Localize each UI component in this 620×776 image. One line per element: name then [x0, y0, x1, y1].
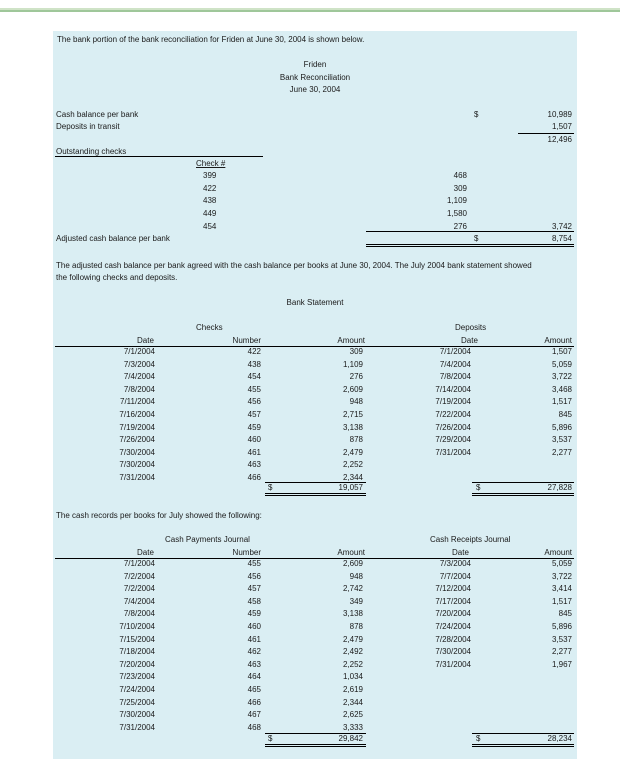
pay-date-cell: 7/20/2004	[119, 659, 155, 669]
pay-number-cell: 463	[247, 659, 261, 669]
rec-amount-cell: 845	[558, 609, 572, 619]
pay-date-cell: 7/25/2004	[119, 697, 155, 707]
check-amount-cell: 276	[349, 372, 363, 382]
check-number-cell: 463	[247, 460, 261, 470]
rec-amount-column	[530, 558, 572, 671]
check-number-cell: 460	[247, 435, 261, 445]
currency-symbol: $	[474, 110, 479, 119]
rec-amount-cell: 3,537	[551, 634, 572, 644]
pay-number-cell: 466	[247, 697, 261, 707]
rec-date-cell: 7/28/2004	[435, 634, 471, 644]
pay-date-header: Date	[137, 548, 154, 557]
balance-per-bank-value: 10,989	[547, 110, 572, 119]
adjusted-balance-label: Adjusted cash balance per bank	[56, 234, 170, 243]
pay-date-column	[100, 558, 155, 734]
oc-amount: 1,109	[446, 196, 467, 205]
currency-symbol: $	[474, 234, 479, 243]
pay-date-cell: 7/4/2004	[123, 596, 155, 606]
check-amount-cell: 2,479	[342, 447, 363, 457]
oc-amount: 276	[453, 222, 467, 231]
check-date-cell: 7/4/2004	[123, 372, 155, 382]
deposit-amount-cell: 5,059	[551, 359, 572, 369]
check-date-cell: 7/19/2004	[119, 422, 155, 432]
outstanding-checks-label: Outstanding checks	[56, 147, 127, 156]
deposits-total-double-rule	[472, 493, 574, 496]
rec-date-cell: 7/7/2004	[439, 571, 471, 581]
check-number-cell: 454	[247, 372, 261, 382]
adjusted-balance-value: 8,754	[551, 234, 572, 243]
check-amount-cell: 878	[349, 435, 363, 445]
currency-symbol: $	[268, 734, 273, 743]
balance-per-bank-label: Cash balance per bank	[56, 110, 139, 119]
check-amount-cell: 2,609	[342, 384, 363, 394]
rec-amount-cell: 3,414	[551, 584, 572, 594]
rec-amount-cell: 1,517	[551, 596, 572, 606]
check-number-cell: 456	[247, 397, 261, 407]
pay-amount-cell: 2,625	[342, 710, 363, 720]
check-date-cell: 7/30/2004	[119, 447, 155, 457]
subtotal-rule	[518, 133, 574, 134]
pay-number-cell: 457	[247, 584, 261, 594]
rec-date-cell: 7/17/2004	[435, 596, 471, 606]
pay-amount-cell: 2,619	[342, 684, 363, 694]
oc-amount: 468	[453, 171, 467, 180]
deposit-date-cell: 7/31/2004	[435, 447, 471, 457]
pay-number-column	[230, 558, 261, 734]
deposit-date-cell: 7/22/2004	[435, 409, 471, 419]
deposit-amount-column	[530, 346, 572, 459]
subtotal-value: 12,496	[547, 135, 572, 144]
check-amount-cell: 948	[349, 397, 363, 407]
check-date-cell: 7/30/2004	[119, 460, 155, 470]
adjusted-double-rule	[366, 244, 574, 247]
bank-statement-title: Bank Statement	[286, 298, 344, 307]
deposit-amount-cell: 1,507	[551, 347, 572, 356]
pay-date-cell: 7/1/2004	[123, 559, 155, 568]
outstanding-total: 3,742	[551, 222, 572, 231]
check-amount-cell: 1,109	[342, 359, 363, 369]
number-header: Number	[232, 336, 261, 345]
oc-number: 454	[203, 222, 217, 231]
deposits-label: Deposits	[455, 323, 487, 332]
rec-amount-cell: 2,277	[551, 647, 572, 657]
pay-amount-cell: 2,252	[342, 659, 363, 669]
currency-symbol: $	[476, 483, 481, 492]
pay-number-cell: 456	[247, 571, 261, 581]
amount-header: Amount	[337, 336, 365, 345]
check-date-cell: 7/1/2004	[123, 347, 155, 356]
check-amount-cell: 2,252	[342, 460, 363, 470]
deposit-date-cell: 7/19/2004	[435, 397, 471, 407]
rec-total-double-rule	[472, 744, 574, 747]
deposit-amount-cell: 845	[558, 409, 572, 419]
rec-amount-cell: 5,896	[551, 621, 572, 631]
books-intro: The cash records per books for July showed the following:	[56, 511, 262, 520]
currency-symbol: $	[476, 734, 481, 743]
pay-date-cell: 7/18/2004	[119, 647, 155, 657]
pay-date-cell: 7/15/2004	[119, 634, 155, 644]
pay-total-double-rule	[265, 744, 366, 747]
deposits-in-transit-value: 1,507	[551, 122, 572, 131]
pay-number-cell: 465	[247, 684, 261, 694]
pay-date-cell: 7/24/2004	[119, 684, 155, 694]
pay-amount-cell: 2,344	[342, 697, 363, 707]
check-date-column	[100, 346, 155, 485]
check-number-cell: 461	[247, 447, 261, 457]
pay-amount-cell: 1,034	[342, 672, 363, 682]
check-number-cell: 457	[247, 409, 261, 419]
pay-number-cell: 468	[247, 722, 261, 732]
date-header: Date	[137, 336, 154, 345]
intro-text: The bank portion of the bank reconciliation for Friden at June 30, 2004 is shown below.	[57, 35, 365, 44]
pay-date-cell: 7/31/2004	[119, 722, 155, 732]
oc-number: 399	[203, 171, 217, 180]
deposit-amount-cell: 3,722	[551, 372, 572, 382]
deposit-date-header: Date	[461, 336, 478, 345]
deposit-amount-header: Amount	[544, 336, 572, 345]
pay-number-cell: 461	[247, 634, 261, 644]
check-date-cell: 7/26/2004	[119, 435, 155, 445]
pay-number-cell: 458	[247, 596, 261, 606]
deposit-amount-cell: 5,896	[551, 422, 572, 432]
pay-date-cell: 7/8/2004	[123, 609, 155, 619]
deposit-amount-cell: 1,517	[551, 397, 572, 407]
check-amount-column	[325, 346, 363, 485]
pay-amount-cell: 2,742	[342, 584, 363, 594]
oc-amount: 309	[453, 184, 467, 193]
check-amount-cell: 3,138	[342, 422, 363, 432]
deposit-date-cell: 7/14/2004	[435, 384, 471, 394]
rec-date-cell: 7/3/2004	[439, 559, 471, 568]
deposit-date-cell: 7/26/2004	[435, 422, 471, 432]
pay-amount-cell: 878	[349, 621, 363, 631]
check-date-cell: 7/11/2004	[120, 397, 155, 407]
pay-total: 29,842	[338, 734, 363, 743]
checks-total-double-rule	[265, 493, 366, 496]
rec-date-cell: 7/20/2004	[435, 609, 471, 619]
deposit-amount-cell: 3,468	[551, 384, 572, 394]
pay-number-cell: 460	[247, 621, 261, 631]
cash-receipts-title: Cash Receipts Journal	[430, 535, 511, 544]
pay-number-cell: 455	[247, 559, 261, 568]
check-number-column	[230, 346, 261, 485]
oc-amount: 1,580	[446, 209, 467, 218]
rec-date-column	[420, 558, 471, 671]
deposits-total: 27,828	[547, 483, 572, 492]
outstanding-total-rule	[366, 231, 574, 232]
pay-amount-cell: 3,138	[342, 609, 363, 619]
deposit-date-cell: 7/29/2004	[435, 435, 471, 445]
checks-total: 19,057	[338, 483, 363, 492]
pay-number-cell: 459	[247, 609, 261, 619]
check-number-cell: 422	[247, 347, 261, 356]
paragraph-line-1: The adjusted cash balance per bank agreed with the cash balance per books at June 30, 2004. The July 2004 bank statement showed	[56, 261, 532, 270]
pay-amount-header: Amount	[337, 548, 365, 557]
check-date-cell: 7/16/2004	[119, 409, 155, 419]
rec-total: 28,234	[547, 734, 572, 743]
rec-date-cell: 7/31/2004	[435, 659, 471, 669]
check-number-cell: 459	[247, 422, 261, 432]
deposits-in-transit-label: Deposits in transit	[56, 122, 120, 131]
check-amount-cell: 2,715	[342, 409, 363, 419]
rec-date-cell: 7/30/2004	[435, 647, 471, 657]
pay-date-cell: 7/2/2004	[123, 571, 155, 581]
pay-number-header: Number	[232, 548, 261, 557]
pay-amount-cell: 948	[349, 571, 363, 581]
pay-amount-cell: 2,479	[342, 634, 363, 644]
deposit-date-cell: 7/1/2004	[439, 347, 471, 356]
check-amount-cell: 309	[349, 347, 363, 356]
pay-number-cell: 464	[247, 672, 261, 682]
deposit-amount-cell: 3,537	[551, 435, 572, 445]
pay-amount-cell: 349	[349, 596, 363, 606]
report-title: Bank Reconciliation	[279, 73, 351, 82]
oc-number: 422	[203, 184, 217, 193]
deposit-date-cell: 7/8/2004	[439, 372, 471, 382]
rec-amount-cell: 3,722	[551, 571, 572, 581]
report-date: June 30, 2004	[289, 85, 341, 94]
check-date-cell: 7/3/2004	[123, 359, 155, 369]
checks-label: Checks	[196, 323, 223, 332]
rec-amount-cell: 1,967	[551, 659, 572, 669]
deposit-amount-cell: 2,277	[551, 447, 572, 457]
check-number-cell: 438	[247, 359, 261, 369]
company-name: Friden	[303, 60, 327, 69]
window-top-border	[0, 0, 620, 14]
rec-date-cell: 7/24/2004	[435, 621, 471, 631]
outstanding-rule	[55, 156, 263, 157]
rec-date-cell: 7/12/2004	[435, 584, 471, 594]
check-amount-cell: 2,344	[342, 472, 363, 482]
pay-date-cell: 7/2/2004	[123, 584, 155, 594]
pay-number-cell: 462	[247, 647, 261, 657]
check-number-cell: 455	[247, 384, 261, 394]
check-date-cell: 7/31/2004	[119, 472, 155, 482]
currency-symbol: $	[268, 483, 273, 492]
pay-date-cell: 7/30/2004	[119, 710, 155, 720]
paragraph-line-2: the following checks and deposits.	[56, 273, 178, 282]
check-number-header: Check #	[196, 159, 226, 168]
cash-payments-title: Cash Payments Journal	[165, 535, 250, 544]
pay-amount-column	[325, 558, 363, 734]
oc-number: 449	[203, 209, 217, 218]
rec-amount-header: Amount	[544, 548, 572, 557]
pay-date-cell: 7/10/2004	[119, 621, 155, 631]
check-date-cell: 7/8/2004	[123, 384, 155, 394]
rec-date-header: Date	[452, 548, 469, 557]
pay-number-cell: 467	[247, 710, 261, 720]
pay-amount-cell: 2,609	[342, 559, 363, 568]
pay-amount-cell: 2,492	[342, 647, 363, 657]
deposit-date-column	[420, 346, 471, 459]
rec-amount-cell: 5,059	[551, 559, 572, 568]
oc-number: 438	[203, 196, 217, 205]
pay-amount-cell: 3,333	[342, 722, 363, 732]
pay-date-cell: 7/23/2004	[119, 672, 155, 682]
check-number-cell: 466	[247, 472, 261, 482]
deposit-date-cell: 7/4/2004	[439, 359, 471, 369]
